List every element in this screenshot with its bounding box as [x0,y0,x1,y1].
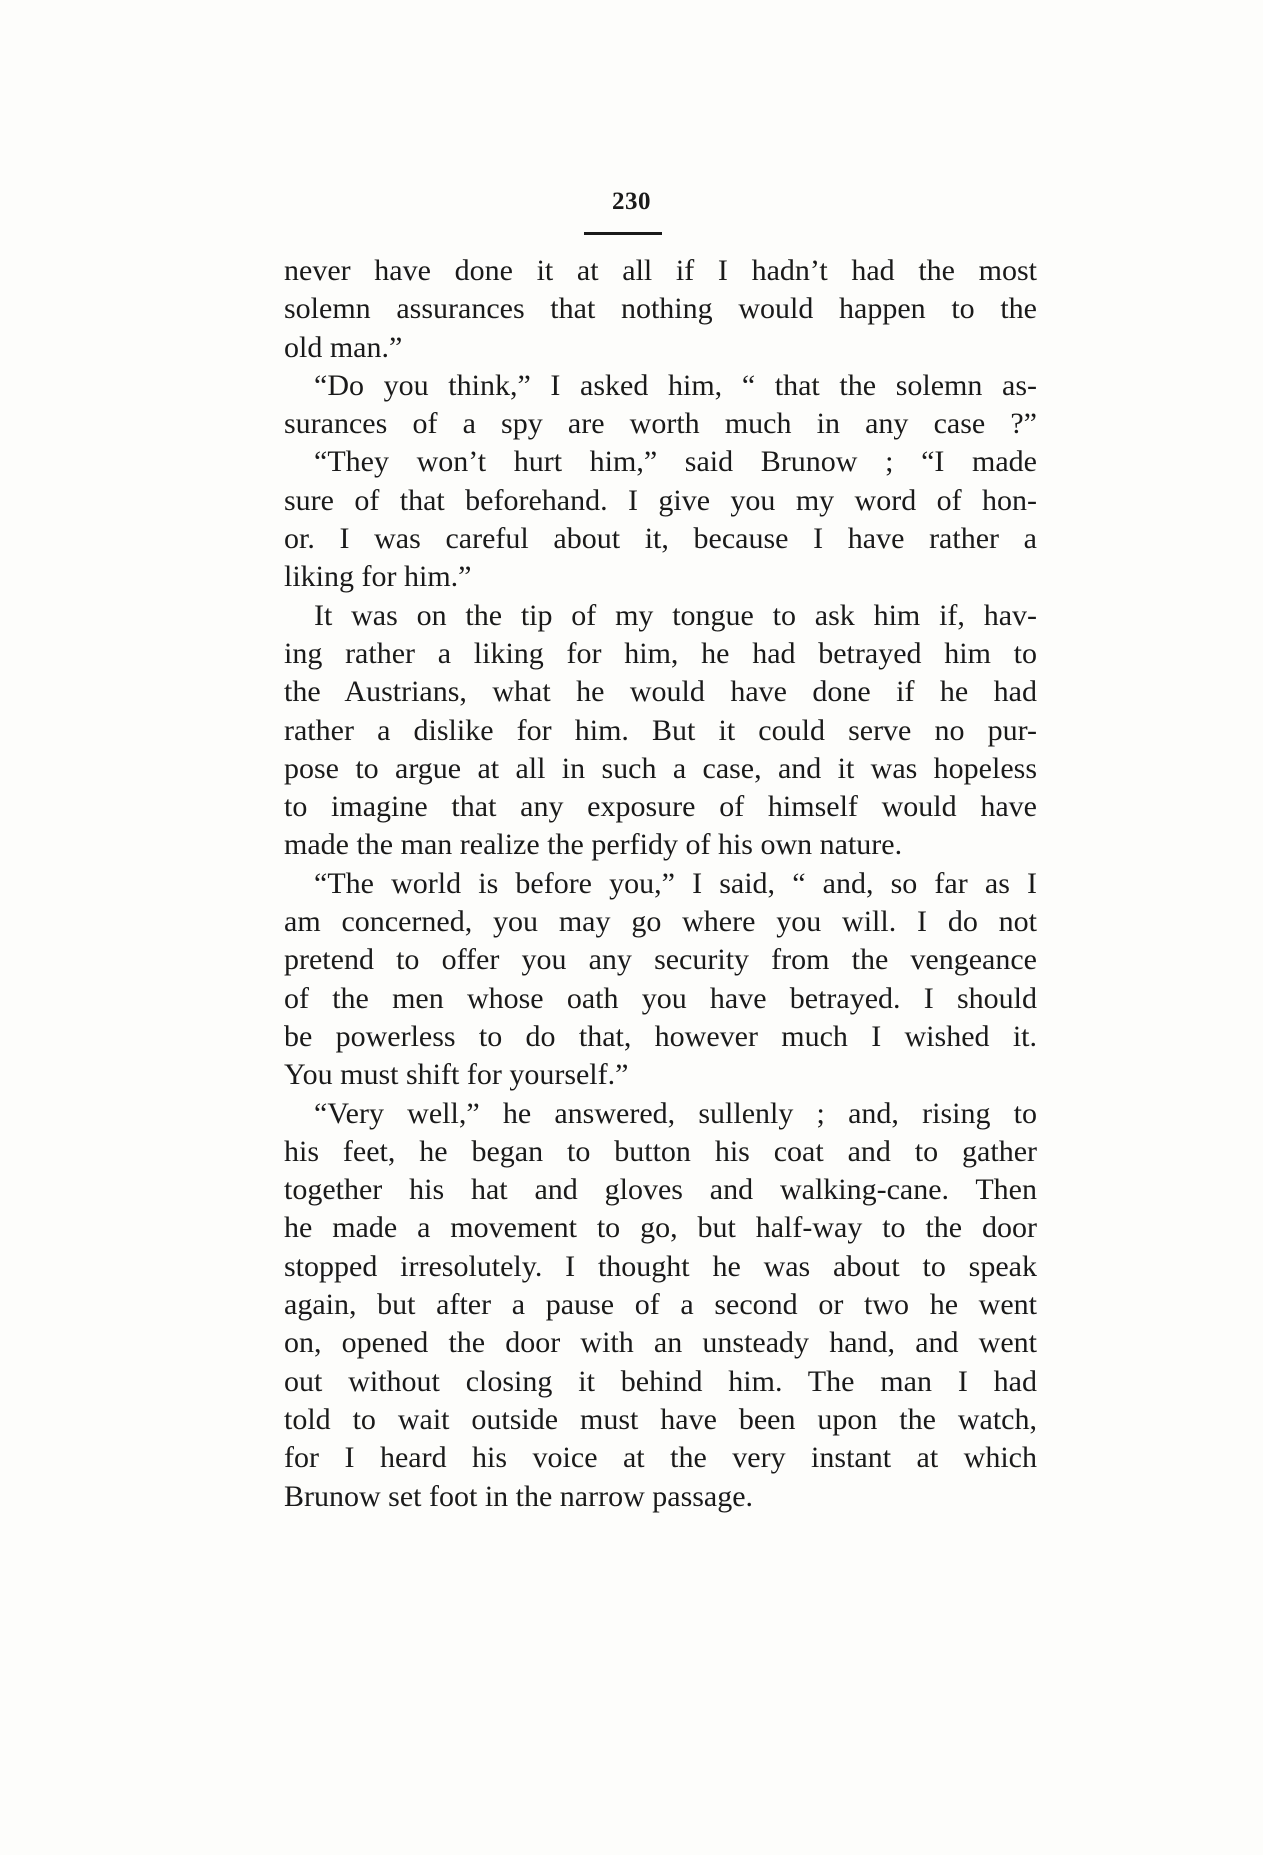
text-line: It was on the tip of my tongue to ask him if, hav- [314,598,1037,632]
page-number-rule [584,232,662,235]
text-line: of the men whose oath you have betrayed. I should [284,981,1037,1015]
text-line: or. I was careful about it, because I have rather a [284,522,1037,556]
text-line: he made a movement to go, but half-way to the door [284,1211,1037,1245]
text-line: ing rather a liking for him, he had betrayed him to [284,636,1037,670]
text-line: again, but after a pause of a second or two he went [284,1288,1037,1322]
text-line: stopped irresolutely. I thought he was about to speak [284,1249,1037,1283]
text-line: made the man realize the perfidy of his own nature. [284,828,903,862]
text-line: “Do you think,” I asked him, “ that the solemn as- [314,368,1037,402]
page-number: 230 [612,188,651,215]
text-line: surances of a spy are worth much in any case ?” [284,407,1037,441]
text-line: You must shift for yourself.” [284,1058,629,1092]
text-line: “Very well,” he answered, sullenly ; and, rising to [314,1096,1037,1130]
text-line: old man.” [284,330,403,364]
text-line: together his hat and gloves and walking-cane. Then [284,1173,1037,1207]
text-line: his feet, he began to button his coat and to gather [284,1134,1037,1168]
text-line: solemn assurances that nothing would happen to the [284,292,1037,326]
text-line: pretend to offer you any security from the vengeance [284,943,1037,977]
text-line: liking for him.” [284,560,472,594]
text-line: to imagine that any exposure of himself would have [284,790,1037,824]
text-line: never have done it at all if I hadn’t had the most [284,254,1037,287]
text-line: told to wait outside must have been upon the watch, [284,1402,1037,1436]
text-line: out without closing it behind him. The man I had [284,1364,1037,1398]
text-line: the Austrians, what he would have done if he had [284,675,1037,709]
text-line: Brunow set foot in the narrow passage. [284,1479,754,1513]
text-line: be powerless to do that, however much I wished it. [284,1019,1037,1053]
text-line: for I heard his voice at the very instant at which [284,1441,1037,1475]
text-line: on, opened the door with an unsteady hand, and went [284,1326,1037,1360]
body-text [284,252,1037,1516]
text-line: “They won’t hurt him,” said Brunow ; “I made [314,445,1037,479]
text-line: pose to argue at all in such a case, and it was hopeless [284,751,1037,785]
text-line: rather a dislike for him. But it could serve no pur- [284,713,1037,747]
text-line: sure of that beforehand. I give you my word of hon- [284,483,1037,517]
text-line: “The world is before you,” I said, “ and, so far as I [314,866,1037,900]
text-line: am concerned, you may go where you will. I do not [284,905,1037,939]
